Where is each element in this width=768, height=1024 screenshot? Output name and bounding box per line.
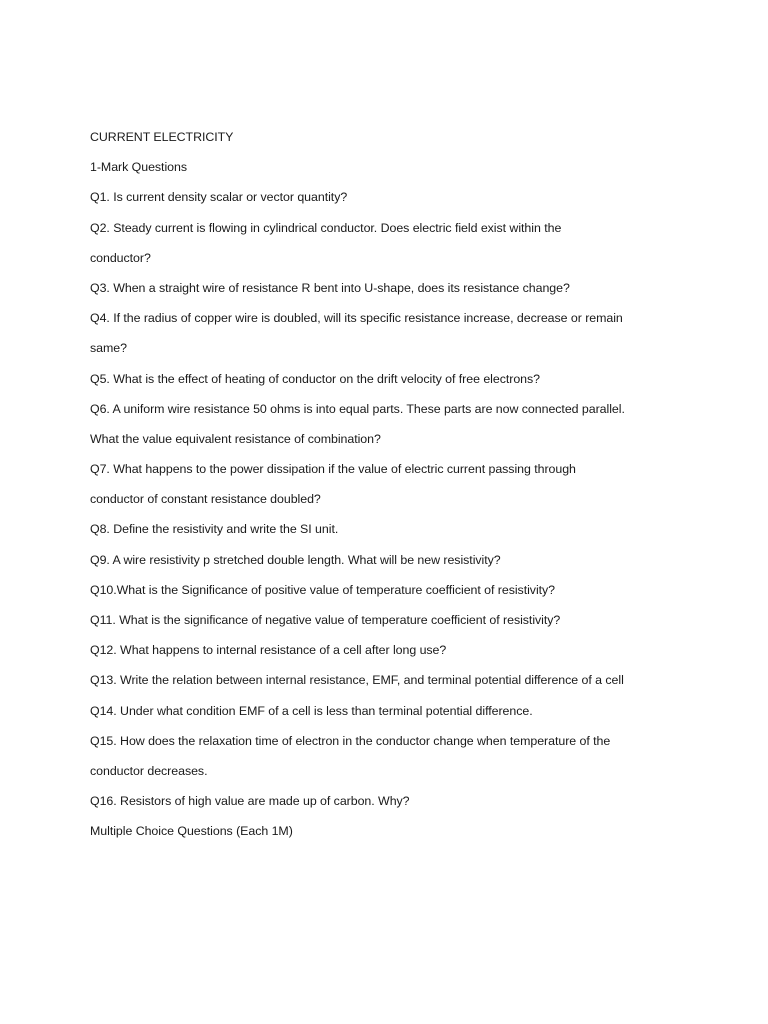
question-line: conductor decreases. [90, 763, 208, 778]
question-line: Q4. If the radius of copper wire is doubled, will its specific resistance increase, decrease or remain [90, 311, 623, 326]
document-body [90, 122, 762, 847]
section-heading: 1-Mark Questions [90, 160, 187, 175]
question-line: Q3. When a straight wire of resistance R bent into U-shape, does its resistance change? [90, 280, 570, 295]
question-line: Q11. What is the significance of negative value of temperature coefficient of resistivity? [90, 613, 561, 627]
question-line: conductor of constant resistance doubled? [90, 492, 321, 507]
document-title: CURRENT ELECTRICITY [90, 130, 234, 144]
question-line: Q14. Under what condition EMF of a cell is less than terminal potential difference. [90, 703, 533, 718]
question-list [90, 182, 762, 816]
next-section-heading: Multiple Choice Questions (Each 1M) [90, 824, 293, 839]
question-line: Q9. A wire resistivity p stretched double length. What will be new resistivity? [90, 552, 501, 567]
question-line: Q1. Is current density scalar or vector quantity? [90, 190, 348, 205]
question-line: What the value equivalent resistance of combination? [90, 431, 381, 446]
question-line: Q8. Define the resistivity and write the SI unit. [90, 522, 339, 537]
question-line: Q16. Resistors of high value are made up of carbon. Why? [90, 794, 410, 809]
question-line: Q5. What is the effect of heating of conductor on the drift velocity of free electrons? [90, 371, 540, 386]
question-line: Q2. Steady current is flowing in cylindrical conductor. Does electric field exist within the [90, 220, 562, 235]
question-line: Q12. What happens to internal resistance of a cell after long use? [90, 643, 447, 658]
question-line: Q15. How does the relaxation time of electron in the conductor change when temperature of the [90, 733, 611, 748]
question-line: Q7. What happens to the power dissipation if the value of electric current passing through [90, 462, 576, 477]
question-line: Q13. Write the relation between internal resistance, EMF, and terminal potential difference of a cell [90, 673, 624, 688]
question-line: Q6. A uniform wire resistance 50 ohms is into equal parts. These parts are now connected parallel. [90, 401, 625, 416]
question-line: Q10.What is the Significance of positive value of temperature coefficient of resistivity? [90, 582, 556, 597]
question-line: same? [90, 341, 127, 356]
question-line: conductor? [90, 250, 151, 265]
